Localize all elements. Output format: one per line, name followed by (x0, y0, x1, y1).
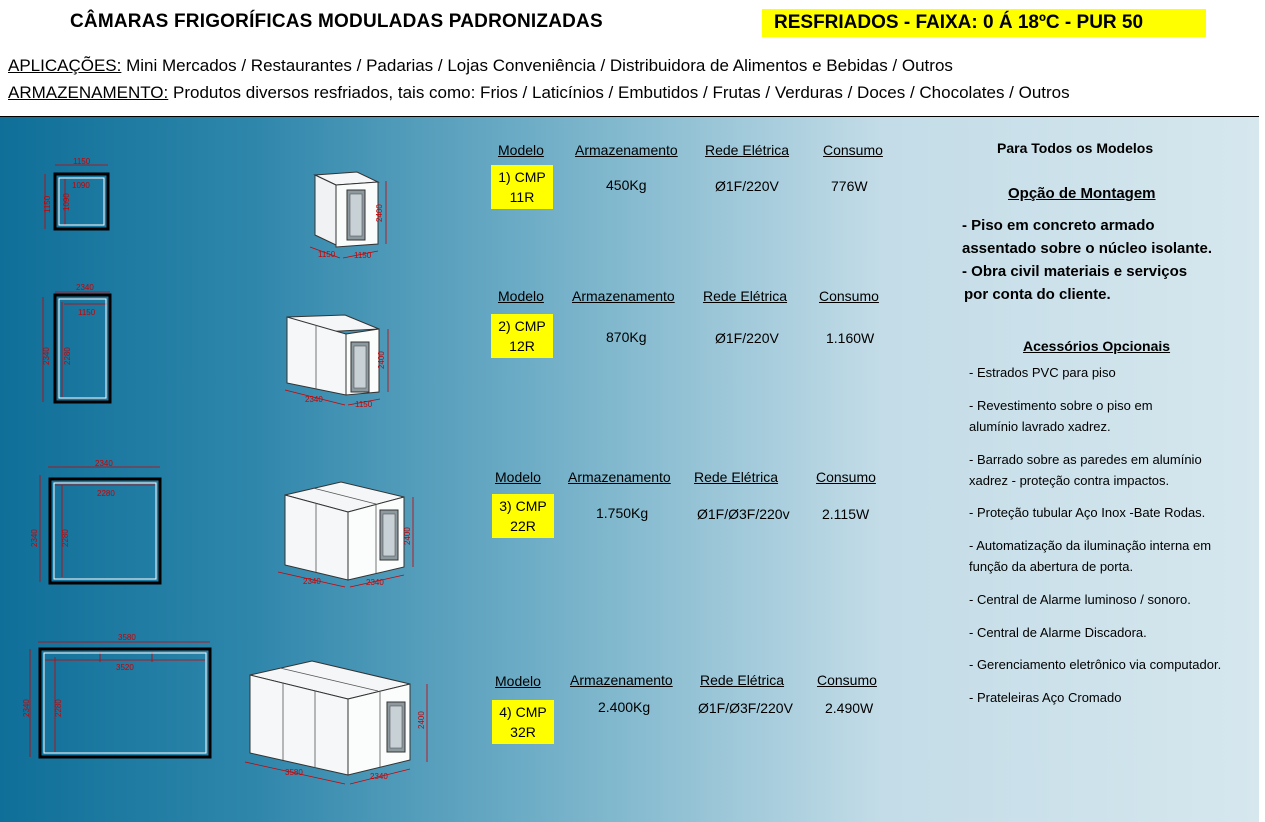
power-value-4: Ø1F/Ø3F/220V (698, 700, 793, 716)
model-badge-4 (492, 700, 554, 744)
dim-iso-d-4: 2340 (370, 772, 388, 781)
accessories-title: Acessórios Opcionais (1023, 338, 1171, 354)
consumption-value-1: 776W (831, 178, 868, 194)
plan-drawing-2 (43, 292, 110, 402)
dim-plan-inner-w-3: 2280 (97, 489, 115, 498)
storage-label: ARMAZENAMENTO: (8, 83, 169, 102)
consumption-value-2: 1.160W (826, 330, 875, 346)
mounting-line: assentado sobre o núcleo isolante. (962, 240, 1213, 257)
col-header-model-4: Modelo (495, 673, 541, 689)
col-header-storage-1: Armazenamento (575, 142, 678, 158)
applications-line (8, 56, 953, 76)
model-name-line2: 12R (509, 338, 535, 354)
dim-plan-inner-h-1: 1090 (62, 193, 71, 211)
all-models-title: Para Todos os Modelos (997, 140, 1154, 156)
mounting-title: Opção de Montagem (1008, 185, 1156, 202)
iso-drawing-2 (285, 315, 388, 405)
accessory-item: - Estrados PVC para piso (969, 365, 1116, 380)
consumption-value-4: 2.490W (825, 700, 874, 716)
model-name-line2: 22R (510, 518, 536, 534)
accessory-item: xadrez - proteção contra impactos. (969, 473, 1170, 488)
header (0, 0, 1265, 117)
power-value-3: Ø1F/Ø3F/220v (697, 506, 790, 522)
dim-iso-w-3: 2340 (303, 577, 321, 586)
dim-plan-outer-w-1: 1150 (73, 157, 91, 166)
col-header-power-2: Rede Elétrica (703, 288, 788, 304)
dim-iso-w-4: 3580 (285, 768, 303, 777)
dim-plan-inner-w-1: 1090 (72, 181, 90, 190)
dim-iso-w-2: 2340 (305, 395, 323, 404)
col-header-storage-4: Armazenamento (570, 672, 673, 688)
page-title: CÂMARAS FRIGORÍFICAS MODULADAS PADRONIZADAS (70, 11, 603, 32)
dim-plan-outer-h-1: 1150 (43, 195, 52, 213)
dim-iso-h-3: 2400 (403, 527, 412, 545)
col-header-power-4: Rede Elétrica (700, 672, 785, 688)
model-name-line1: 3) CMP (499, 498, 547, 514)
dim-iso-h-4: 2400 (417, 711, 426, 729)
accessory-item: - Barrado sobre as paredes em alumínio (969, 452, 1202, 467)
model-name-line2: 11R (509, 189, 535, 205)
mounting-line: - Obra civil materiais e serviços (962, 263, 1188, 280)
applications-label: APLICAÇÕES: (8, 56, 122, 75)
dim-iso-h-1: 2400 (375, 204, 384, 222)
dim-plan-inner-h-3: 2280 (61, 529, 70, 547)
col-header-consumption-4: Consumo (817, 672, 877, 688)
power-value-2: Ø1F/220V (715, 330, 779, 346)
col-header-consumption-3: Consumo (816, 469, 876, 485)
dim-plan-outer-w-4: 3580 (118, 633, 136, 642)
accessory-item: - Automatização da iluminação interna em (969, 538, 1212, 553)
dim-plan-outer-w-3: 2340 (95, 459, 113, 468)
col-header-storage-3: Armazenamento (568, 469, 671, 485)
col-header-model-3: Modelo (495, 469, 541, 485)
storage-value-2: 870Kg (606, 329, 647, 345)
col-header-consumption-2: Consumo (819, 288, 879, 304)
col-header-model-2: Modelo (498, 288, 544, 304)
plan-drawing-3 (40, 467, 160, 582)
dim-iso-h-2: 2400 (377, 351, 386, 369)
col-header-power-3: Rede Elétrica (694, 469, 779, 485)
col-header-power-1: Rede Elétrica (705, 142, 790, 158)
dim-plan-inner-h-2: 2280 (63, 347, 72, 365)
dim-plan-inner-w-2: 1150 (78, 308, 96, 317)
storage-line (8, 83, 1070, 103)
dim-plan-outer-h-3: 2340 (30, 529, 39, 547)
model-name-line1: 4) CMP (499, 704, 547, 720)
accessory-item: alumínio lavrado xadrez. (969, 419, 1111, 434)
col-header-model-1: Modelo (498, 142, 544, 158)
iso-drawing-4 (245, 661, 427, 784)
col-header-storage-2: Armazenamento (572, 288, 675, 304)
dim-plan-outer-h-2: 2340 (42, 347, 51, 365)
accessory-item: - Gerenciamento eletrônico via computador. (969, 657, 1222, 672)
storage-value-3: 1.750Kg (596, 505, 649, 521)
model-badge-1 (491, 165, 553, 209)
dim-iso-d-3: 2340 (366, 578, 384, 587)
dim-iso-d-1: 1150 (354, 251, 372, 260)
temperature-badge: RESFRIADOS - FAIXA: 0 Á 18ºC - PUR 50 (762, 9, 1206, 37)
model-badge-3 (492, 494, 554, 538)
power-value-1: Ø1F/220V (715, 178, 779, 194)
dim-plan-inner-h-4: 2280 (54, 699, 63, 717)
iso-drawing-3 (278, 482, 413, 587)
model-name-line1: 2) CMP (498, 318, 546, 334)
consumption-value-3: 2.115W (822, 506, 870, 522)
model-name-line1: 1) CMP (498, 169, 546, 185)
accessory-item: - Central de Alarme luminoso / sonoro. (969, 592, 1191, 607)
storage-value-4: 2.400Kg (598, 699, 651, 715)
content-panel (0, 117, 1259, 822)
applications-text: Mini Mercados / Restaurantes / Padarias / Lojas Conveniência / Distribuidora de Alimentos e Bebidas / Outros (121, 56, 953, 75)
col-header-consumption-1: Consumo (823, 142, 883, 158)
accessory-item: - Proteção tubular Aço Inox -Bate Rodas. (969, 505, 1206, 520)
dim-plan-outer-h-4: 2340 (22, 699, 31, 717)
model-name-line2: 32R (510, 724, 536, 740)
dim-iso-w-1: 1150 (318, 250, 336, 259)
dim-plan-inner-w-4: 3520 (116, 663, 134, 672)
mounting-line: - Piso em concreto armado (962, 217, 1155, 234)
accessory-item: função da abertura de porta. (969, 559, 1134, 574)
storage-text: Produtos diversos resfriados, tais como: Frios / Laticínios / Embutidos / Frutas / Verduras / Doces / Chocolates / Outros (168, 83, 1070, 102)
storage-value-1: 450Kg (606, 177, 647, 193)
right-margin (1259, 0, 1265, 822)
mounting-line: por conta do cliente. (964, 286, 1111, 303)
accessory-item: - Central de Alarme Discadora. (969, 625, 1147, 640)
model-badge-2 (491, 314, 553, 358)
accessory-item: - Prateleiras Aço Cromado (969, 690, 1122, 705)
dim-plan-outer-w-2: 2340 (76, 283, 94, 292)
dim-iso-d-2: 1150 (355, 400, 373, 409)
accessory-item: - Revestimento sobre o piso em (969, 398, 1153, 413)
